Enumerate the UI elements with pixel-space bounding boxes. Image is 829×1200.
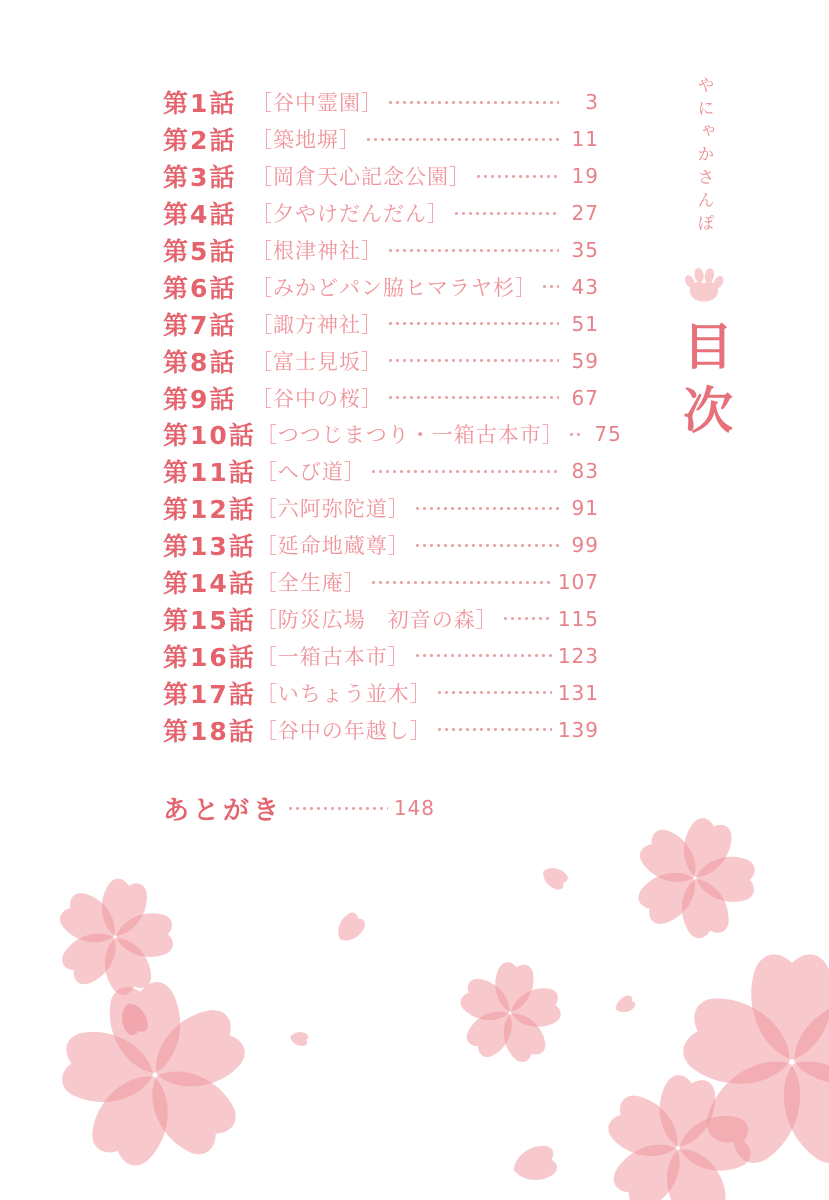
chapter-label: 第8話 [163, 347, 237, 377]
toc-row[interactable] [163, 637, 599, 674]
dot-leader-icon [543, 285, 559, 288]
dot-leader-icon [389, 249, 559, 252]
chapter-label: 第16話 [163, 642, 256, 672]
dot-leader-icon [416, 544, 559, 547]
toc-row[interactable] [163, 305, 599, 342]
chapter-title: ［みかどパン脇ヒマラヤ杉］ [251, 275, 537, 300]
page-number: 35 [571, 238, 599, 262]
chapter-title: ［延命地蔵尊］ [255, 534, 410, 559]
chapter-label: 第13話 [163, 532, 256, 562]
chapter-title: ［諏方神社］ [251, 312, 383, 337]
dot-leader-icon [504, 617, 552, 620]
page-number: 3 [585, 90, 599, 115]
afterword-label: あとがき [163, 795, 284, 826]
sakura-petal [289, 1030, 309, 1046]
toc-row[interactable] [163, 490, 599, 527]
sakura-petal [539, 863, 570, 892]
page-number: 75 [594, 422, 622, 447]
chapter-label: 第4話 [163, 200, 237, 230]
toc-row[interactable] [163, 564, 599, 601]
toc-list [163, 84, 622, 748]
page-number: 99 [571, 533, 599, 558]
afterword-row[interactable] [163, 789, 435, 827]
chapter-title: ［一箱古本市］ [255, 644, 410, 669]
dot-leader-icon [367, 138, 559, 141]
page-number: 115 [557, 606, 599, 631]
dot-leader-icon [372, 581, 552, 584]
toc-row[interactable] [163, 84, 599, 121]
dot-leader-icon [389, 322, 559, 325]
chapter-title: ［谷中の桜］ [251, 386, 383, 411]
toc-row[interactable] [163, 232, 599, 269]
chapter-title: ［谷中の年越し］ [255, 718, 432, 743]
dot-leader-icon [372, 470, 559, 473]
page-number: 27 [571, 201, 599, 226]
page-number: 91 [571, 496, 599, 521]
chapter-label: 第14話 [163, 569, 256, 599]
chapter-label: 第7話 [163, 310, 237, 340]
chapter-title: ［つつじまつり・一箱古本市］ [255, 423, 564, 448]
chapter-title: ［全生庵］ [255, 571, 366, 596]
toc-row[interactable] [163, 674, 599, 711]
paw-icon [684, 266, 724, 304]
chapter-label: 第5話 [163, 237, 237, 266]
sakura-flower [450, 956, 570, 1071]
chapter-label: 第9話 [163, 384, 237, 414]
toc-row[interactable] [163, 379, 599, 416]
toc-row[interactable] [163, 195, 599, 232]
sakura-petal [117, 999, 151, 1037]
dot-leader-icon [416, 654, 552, 657]
toc-row[interactable] [163, 268, 599, 305]
chapter-title: ［富士見坂］ [251, 349, 383, 374]
dot-leader-icon [438, 691, 552, 694]
dot-leader-icon [455, 212, 559, 215]
page-number: 83 [571, 459, 599, 484]
page-number: 51 [571, 311, 599, 336]
chapter-label: 第11話 [163, 458, 256, 488]
toc-row[interactable] [163, 342, 599, 379]
side-column [662, 76, 746, 448]
chapter-title: ［へび道］ [255, 460, 366, 485]
dot-leader-icon [389, 359, 559, 362]
toc-row[interactable] [163, 416, 622, 453]
page-number: 19 [571, 164, 599, 189]
sakura-petal [332, 910, 369, 947]
sakura-petal [510, 1143, 560, 1186]
chapter-title: ［いちょう並木］ [255, 681, 432, 706]
sakura-flower [614, 800, 775, 957]
chapter-label: 第3話 [163, 163, 237, 193]
page-number: 123 [557, 643, 599, 668]
toc-row[interactable] [163, 121, 599, 158]
chapter-label: 第18話 [163, 716, 256, 746]
sakura-flower [43, 968, 268, 1185]
toc-row[interactable] [163, 600, 599, 637]
afterword-page-number: 148 [393, 796, 435, 820]
dot-leader-icon [477, 175, 559, 178]
chapter-label: 第1話 [163, 89, 237, 119]
chapter-label: 第6話 [163, 273, 237, 303]
chapter-title: ［根津神社］ [251, 239, 383, 263]
dot-leader-icon [438, 728, 552, 731]
page-number: 107 [557, 570, 599, 595]
chapter-label: 第2話 [163, 126, 237, 156]
toc-row[interactable] [163, 711, 599, 748]
dot-leader-icon [389, 101, 559, 104]
toc-row[interactable] [163, 527, 599, 564]
dot-leader-icon [389, 396, 559, 399]
chapter-title: ［防災広場 初音の森］ [255, 607, 498, 632]
chapter-label: 第17話 [163, 679, 256, 709]
page-number: 139 [557, 717, 599, 742]
series-title: やにゃかさんぽ [693, 76, 714, 237]
toc-row[interactable] [163, 158, 599, 195]
chapter-title: ［築地塀］ [251, 128, 361, 153]
page-number: 43 [571, 274, 599, 299]
chapter-label: 第15話 [163, 605, 256, 635]
chapter-title: ［谷中霊園］ [251, 91, 383, 116]
dot-leader-icon [289, 807, 388, 810]
sakura-flower [40, 866, 189, 1011]
sakura-petal [613, 994, 637, 1017]
page-number: 131 [557, 680, 599, 705]
chapter-title: ［六阿弥陀道］ [255, 497, 410, 522]
chapter-label: 第10話 [163, 421, 256, 451]
sakura-flower [588, 1062, 768, 1200]
page-number: 59 [571, 348, 599, 373]
sakura-flower [677, 954, 829, 1172]
dot-leader-icon [570, 433, 582, 436]
page-number: 11 [571, 127, 599, 152]
contents-heading: 目次 [675, 320, 733, 448]
toc-row[interactable] [163, 453, 599, 490]
chapter-title: ［夕やけだんだん］ [251, 202, 449, 227]
dot-leader-icon [416, 507, 559, 510]
page-number: 67 [571, 385, 599, 410]
chapter-label: 第12話 [163, 495, 256, 525]
chapter-title: ［岡倉天心記念公園］ [251, 165, 471, 190]
